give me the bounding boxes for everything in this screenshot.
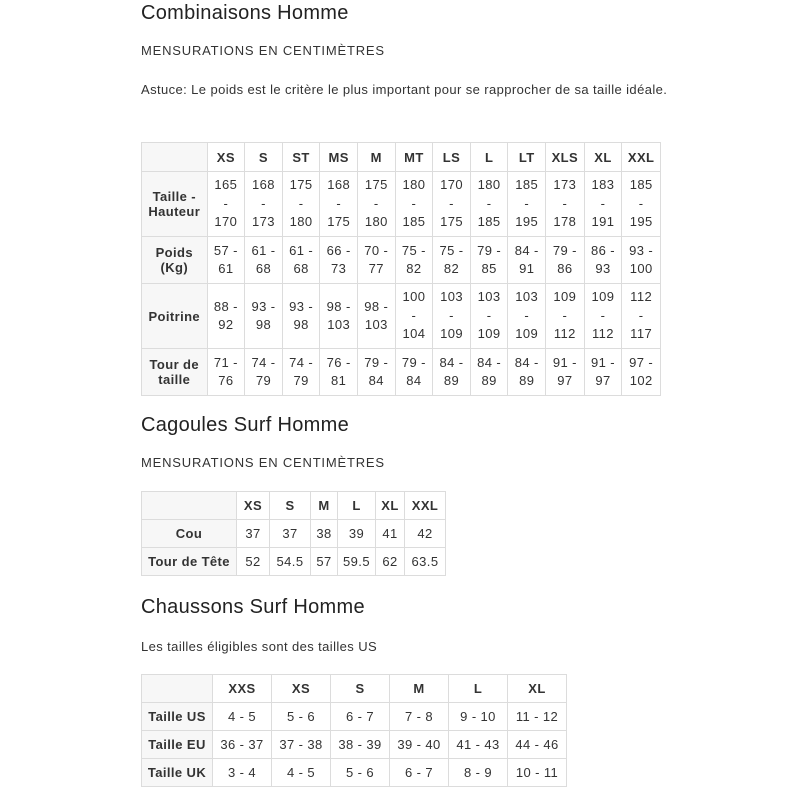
cell-line: 93 [595, 261, 611, 276]
size-header: L [449, 675, 508, 703]
cell-line: 79 - [364, 354, 389, 370]
cell-line: 109 [591, 289, 615, 305]
table-cell [470, 237, 508, 284]
cell-line: - [524, 307, 530, 323]
size-header: ST [282, 143, 320, 172]
cell-line: 89 [443, 373, 460, 388]
row-label: Poitrine [142, 284, 208, 349]
cell-line: 79 - [552, 242, 577, 258]
table-cell [207, 284, 245, 349]
cell-line: 180 [289, 214, 313, 230]
row-label: Taille UK [142, 759, 213, 787]
table-cell: 10 - 11 [508, 759, 567, 787]
cell-line: 81 [331, 373, 347, 388]
size-header: M [390, 675, 449, 703]
cell-line: 84 [368, 373, 384, 388]
table-cell: 37 [237, 520, 270, 548]
row-label: Taille US [142, 703, 213, 731]
cell-line: 82 [443, 261, 460, 276]
cell-line: 84 - [439, 354, 464, 370]
table-cell: 11 - 12 [508, 703, 567, 731]
row-label: Tour de taille [142, 349, 208, 396]
size-header: M [311, 492, 338, 520]
size-header: XS [237, 492, 270, 520]
table-cell [508, 172, 546, 237]
table-row [142, 172, 661, 237]
hoods-size-table [141, 491, 446, 576]
wetsuits-table-body [142, 172, 661, 396]
cell-line: 68 [293, 261, 309, 276]
cell-line: 84 - [514, 354, 539, 370]
cell-line: 89 [519, 373, 535, 388]
cell-line: 98 [255, 317, 272, 332]
cell-line: 66 - [326, 242, 351, 258]
size-header: XXS [213, 675, 272, 703]
cell-line: 98 - [326, 298, 351, 314]
table-cell [395, 349, 433, 396]
table-cell [622, 237, 661, 284]
cell-line: 185 [515, 177, 539, 193]
cell-line: - [449, 195, 454, 211]
size-header: S [245, 143, 283, 172]
cell-line: 180 [364, 214, 388, 230]
table-cell [357, 349, 395, 396]
size-header: MT [395, 143, 433, 172]
cell-line: 103 [440, 289, 463, 305]
cell-line: 79 - [477, 242, 502, 258]
table-cell [357, 284, 395, 349]
cell-line: 112 [553, 326, 576, 342]
table-cell [320, 349, 358, 396]
cell-line: 91 - [590, 354, 615, 370]
table-cell [433, 237, 471, 284]
size-header: LT [508, 143, 546, 172]
table-cell: 6 - 7 [390, 759, 449, 787]
cell-line: - [298, 195, 304, 211]
hoods-title: Cagoules Surf Homme [141, 414, 350, 436]
cell-line: 170 [440, 177, 463, 193]
cell-line: 112 [592, 326, 614, 342]
table-row [142, 731, 567, 759]
cell-line: - [411, 307, 417, 323]
table-header-row [142, 675, 567, 703]
size-header: XXL [622, 143, 661, 172]
cell-line: 97 [595, 373, 611, 388]
table-header-row [142, 492, 446, 520]
size-header: S [270, 492, 311, 520]
table-cell [245, 349, 283, 396]
table-cell: 63.5 [405, 548, 446, 576]
cell-line: 100 [629, 261, 653, 276]
table-cell [357, 237, 395, 284]
cell-line: 117 [630, 326, 653, 342]
table-cell [584, 172, 622, 237]
cell-line: 71 - [213, 354, 238, 370]
size-header: XL [508, 675, 567, 703]
cell-line: 109 [440, 326, 463, 342]
cell-line: 82 [406, 261, 422, 276]
cell-line: 86 - [590, 242, 615, 258]
cell-line: 109 [515, 326, 539, 342]
table-cell: 57 [311, 548, 338, 576]
table-cell: 39 - 40 [390, 731, 449, 759]
size-header: XS [207, 143, 245, 172]
table-cell [282, 172, 320, 237]
size-header: M [357, 143, 395, 172]
cell-line: 191 [591, 214, 615, 230]
cell-line: 75 - [439, 242, 464, 258]
cell-line: 98 - [364, 298, 389, 314]
cell-line: 61 [218, 261, 234, 276]
cell-line: - [600, 195, 606, 211]
cell-line: 195 [515, 214, 539, 230]
wetsuits-tip: Astuce: Le poids est le critère le plus important pour se rapprocher de sa taille idéale. [141, 82, 668, 97]
row-label: Cou [142, 520, 237, 548]
table-cell [320, 237, 358, 284]
table-row [142, 237, 661, 284]
cell-line: 168 [327, 177, 351, 193]
table-cell [584, 349, 622, 396]
table-cell: 9 - 10 [449, 703, 508, 731]
size-header: L [338, 492, 376, 520]
table-cell [508, 349, 546, 396]
table-cell [395, 172, 433, 237]
table-row [142, 759, 567, 787]
table-cell: 7 - 8 [390, 703, 449, 731]
cell-line: 84 - [477, 354, 502, 370]
table-cell: 8 - 9 [449, 759, 508, 787]
wetsuits-size-table [141, 142, 661, 396]
table-cell [622, 349, 661, 396]
cell-line: 92 [218, 317, 234, 332]
row-label: Taille - Hauteur [142, 172, 208, 237]
cell-line: 168 [252, 177, 275, 193]
table-cell: 38 - 39 [331, 731, 390, 759]
cell-line: 70 - [364, 242, 389, 258]
table-cell [584, 284, 622, 349]
cell-line: - [449, 307, 454, 323]
cell-line: 178 [553, 214, 577, 230]
cell-line: - [524, 195, 530, 211]
cell-line: 180 [477, 177, 501, 193]
table-cell [546, 284, 585, 349]
table-cell [207, 349, 245, 396]
table-cell [546, 237, 585, 284]
table-cell [320, 284, 358, 349]
row-label: Taille EU [142, 731, 213, 759]
table-cell [320, 172, 358, 237]
cell-line: 109 [553, 289, 577, 305]
booties-size-table [141, 674, 567, 787]
size-header: LS [433, 143, 471, 172]
table-row [142, 284, 661, 349]
table-cell [357, 172, 395, 237]
cell-line: 79 - [401, 354, 426, 370]
cell-line: 89 [481, 373, 497, 388]
cell-line: - [638, 307, 644, 323]
cell-line: 170 [214, 214, 238, 230]
table-cell: 36 - 37 [213, 731, 272, 759]
cell-line: - [486, 307, 492, 323]
table-cell: 44 - 46 [508, 731, 567, 759]
cell-line: 195 [629, 214, 653, 230]
cell-line: 165 [214, 177, 238, 193]
table-cell [470, 349, 508, 396]
table-cell [282, 284, 320, 349]
cell-line: 75 - [401, 242, 426, 258]
cell-line: 175 [327, 214, 351, 230]
size-header: XS [272, 675, 331, 703]
booties-note: Les tailles éligibles sont des tailles US [141, 639, 378, 654]
cell-line: 100 [402, 289, 426, 305]
cell-line: 98 [293, 317, 309, 332]
table-corner [142, 143, 208, 172]
size-header: XXL [405, 492, 446, 520]
cell-line: 77 [368, 261, 384, 276]
cell-line: 86 [557, 261, 573, 276]
table-cell: 6 - 7 [331, 703, 390, 731]
table-corner [142, 492, 237, 520]
cell-line: 112 [630, 289, 653, 305]
table-cell: 41 - 43 [449, 731, 508, 759]
table-cell: 5 - 6 [331, 759, 390, 787]
cell-line: 173 [252, 214, 275, 230]
table-row [142, 349, 661, 396]
table-cell: 5 - 6 [272, 703, 331, 731]
cell-line: 175 [289, 177, 313, 193]
table-cell: 54.5 [270, 548, 311, 576]
cell-line: 175 [440, 214, 463, 230]
table-cell: 4 - 5 [272, 759, 331, 787]
cell-line: - [373, 195, 379, 211]
table-cell [546, 349, 585, 396]
cell-line: 88 - [213, 298, 238, 314]
cell-line: 175 [364, 177, 388, 193]
table-cell [282, 349, 320, 396]
cell-line: 185 [629, 177, 653, 193]
cell-line: - [223, 195, 229, 211]
cell-line: 103 [477, 289, 501, 305]
table-cell [584, 237, 622, 284]
cell-line: 57 - [213, 242, 238, 258]
cell-line: 84 [406, 373, 422, 388]
cell-line: 93 - [251, 298, 276, 314]
table-cell [245, 172, 283, 237]
cell-line: 79 [293, 373, 309, 388]
cell-line: 173 [553, 177, 577, 193]
table-cell: 59.5 [338, 548, 376, 576]
cell-line: 76 - [326, 354, 351, 370]
size-header: MS [320, 143, 358, 172]
cell-line: 185 [402, 214, 426, 230]
table-cell [508, 237, 546, 284]
table-row [142, 548, 446, 576]
table-cell [245, 284, 283, 349]
cell-line: 103 [515, 289, 539, 305]
table-cell [282, 237, 320, 284]
cell-line: 91 [519, 261, 535, 276]
table-cell: 38 [311, 520, 338, 548]
row-label: Tour de Tête [142, 548, 237, 576]
hoods-subtitle: MENSURATIONS EN CENTIMÈTRES [141, 455, 385, 470]
cell-line: 61 - [289, 242, 314, 258]
table-cell [395, 284, 433, 349]
wetsuits-subtitle: MENSURATIONS EN CENTIMÈTRES [141, 43, 385, 58]
table-cell [433, 284, 471, 349]
cell-line: 74 - [251, 354, 276, 370]
cell-line: - [562, 307, 568, 323]
size-header: S [331, 675, 390, 703]
table-cell [622, 284, 661, 349]
cell-line: - [486, 195, 492, 211]
cell-line: 85 [481, 261, 497, 276]
table-cell [470, 172, 508, 237]
booties-table-body [142, 703, 567, 787]
table-cell [433, 172, 471, 237]
cell-line: 74 - [289, 354, 314, 370]
cell-line: 103 [327, 317, 351, 332]
cell-line: - [562, 195, 568, 211]
table-cell [245, 237, 283, 284]
table-header-row [142, 143, 661, 172]
cell-line: - [600, 307, 606, 323]
table-cell: 3 - 4 [213, 759, 272, 787]
cell-line: 84 - [514, 242, 539, 258]
row-label: Poids (Kg) [142, 237, 208, 284]
size-header: XLS [546, 143, 585, 172]
table-cell: 4 - 5 [213, 703, 272, 731]
table-row [142, 703, 567, 731]
cell-line: 93 - [629, 242, 654, 258]
cell-line: 93 - [289, 298, 314, 314]
table-cell: 42 [405, 520, 446, 548]
cell-line: 104 [402, 326, 426, 342]
table-cell [508, 284, 546, 349]
table-cell: 41 [376, 520, 405, 548]
cell-line: - [638, 195, 644, 211]
table-cell [395, 237, 433, 284]
size-header: XL [376, 492, 405, 520]
size-header: L [470, 143, 508, 172]
table-row [142, 520, 446, 548]
table-cell [433, 349, 471, 396]
table-cell [622, 172, 661, 237]
cell-line: 79 [255, 373, 272, 388]
booties-title: Chaussons Surf Homme [141, 596, 365, 618]
table-cell [546, 172, 585, 237]
cell-line: 68 [255, 261, 272, 276]
cell-line: 73 [331, 261, 347, 276]
hoods-table-body [142, 520, 446, 576]
cell-line: 185 [477, 214, 501, 230]
cell-line: 97 - [629, 354, 654, 370]
cell-line: 180 [402, 177, 426, 193]
wetsuits-title: Combinaisons Homme [141, 2, 349, 24]
cell-line: - [411, 195, 417, 211]
table-cell [470, 284, 508, 349]
cell-line: 103 [364, 317, 388, 332]
cell-line: 76 [218, 373, 234, 388]
cell-line: 183 [591, 177, 615, 193]
table-cell [207, 237, 245, 284]
table-cell: 37 [270, 520, 311, 548]
cell-line: 102 [629, 373, 653, 388]
table-corner [142, 675, 213, 703]
table-cell [207, 172, 245, 237]
cell-line: 61 - [251, 242, 276, 258]
cell-line: - [261, 195, 266, 211]
size-header: XL [584, 143, 622, 172]
table-cell: 39 [338, 520, 376, 548]
table-cell: 52 [237, 548, 270, 576]
cell-line: 109 [477, 326, 501, 342]
cell-line: 91 - [552, 354, 577, 370]
table-cell: 62 [376, 548, 405, 576]
table-cell: 37 - 38 [272, 731, 331, 759]
cell-line: 97 [557, 373, 573, 388]
cell-line: - [336, 195, 342, 211]
